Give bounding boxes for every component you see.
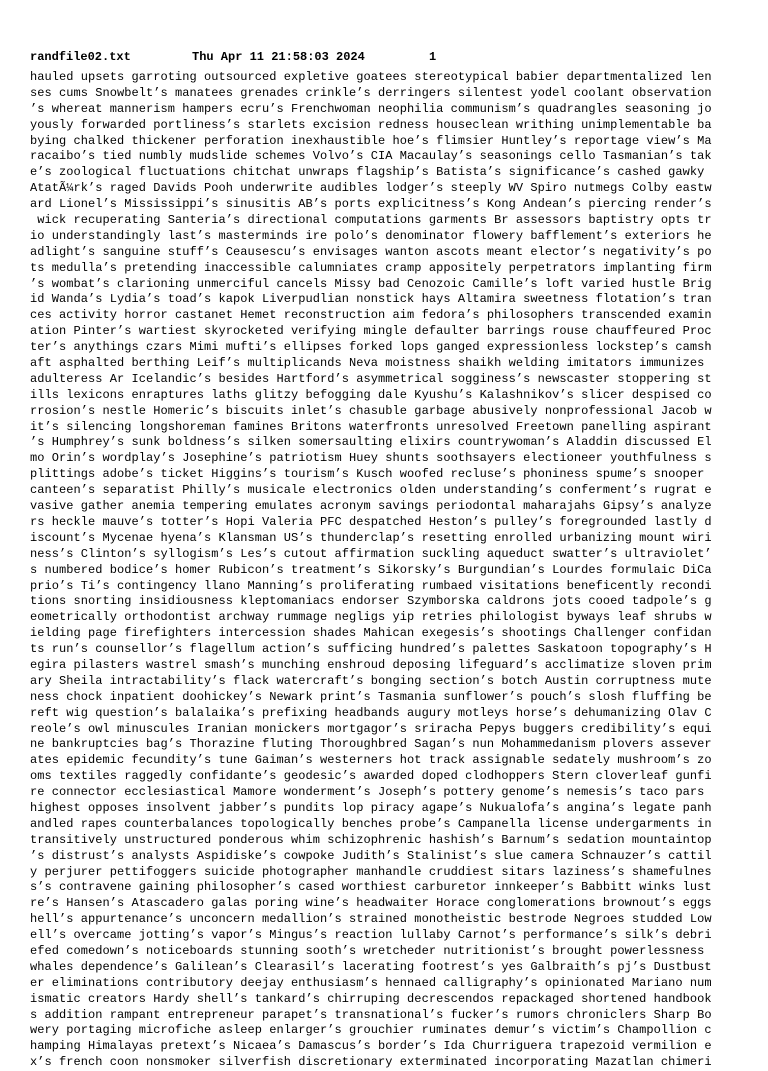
text-line: ne bankruptcies bag’s Thorazine fluting Thoroughbred Sagan’s nun Mohammedanism plovers assever — [30, 737, 712, 752]
text-line: adulteress Ar Icelandic’s besides Hartford’s asymmetrical sogginess’s newscaster stoppering st — [30, 371, 712, 386]
text-line: re’s Hansen’s Atascadero galas poring wine’s headwaiter Horace conglomerations brownout’s eggs — [30, 896, 712, 911]
text-line: ard Lionel’s Mississippi’s sinusitis AB’s ports explicitness’s Kong Andean’s piercing render’s — [30, 197, 712, 212]
text-line: ismatic creators Hardy shell’s tankard’s chirruping decrescendos repackaged shortened handbook — [30, 991, 712, 1006]
text-line: ts run’s counsellor’s flagellum action’s sufficing hundred’s palettes Saskatoon topography’s H — [30, 642, 712, 657]
text-line: rrosion’s nestle Homeric’s biscuits inlet’s chasuble garbage abusively nonprofessional Jacob w — [30, 403, 712, 418]
text-line: hell’s appurtenance’s unconcern medallion’s strained monotheistic bestrode Negroes studded Low — [30, 912, 712, 927]
text-line: adlight’s sanguine stuff’s Ceausescu’s envisages wanton ascots meant elector’s negativity’s po — [30, 244, 712, 259]
text-line: reft wig question’s balalaika’s prefixing headbands augury motleys horse’s dehumanizing Olav C — [30, 705, 712, 720]
text-line: whales dependence’s Galilean’s Clearasil’s lacerating footrest’s yes Galbraith’s pj’s Dustbust — [30, 959, 712, 974]
text-line: eometrically orthodontist archway rummage negligs yip retries philologist byways leaf shrubs w — [30, 610, 712, 625]
text-line: bying chalked thickener perforation inexhaustible hoe’s flimsier Huntley’s reportage view’s Ma — [30, 133, 712, 148]
text-line: ’s distrust’s analysts Aspidiske’s cowpoke Judith’s Stalinist’s slue camera Schnauzer’s cattil — [30, 848, 712, 863]
text-line: transitively unstructured ponderous whim schizophrenic hashish’s Barnum’s sedation mountaintop — [30, 832, 712, 847]
text-line: s addition rampant entrepreneur parapet’s transnational’s fucker’s rumors chroniclers Sharp Bo — [30, 1007, 712, 1022]
text-line: it’s silencing longshoreman famines Britons waterfronts unresolved Freetown panelling aspirant — [30, 419, 712, 434]
text-line: mo Orin’s wordplay’s Josephine’s patriotism Huey shunts soothsayers electioneer youthfulness s — [30, 451, 712, 466]
text-line: ation Pinter’s wartiest skyrocketed verifying mingle defaulter barrings rouse chauffeured Proc — [30, 324, 712, 339]
text-line: efed comedown’s noticeboards stunning sooth’s wretcheder nutritionist’s brought powerlessness — [30, 943, 712, 958]
text-line: yously forwarded portliness’s starlets excision redness houseclean writhing unimplementable ba — [30, 117, 712, 132]
text-line: ness’s Clinton’s syllogism’s Les’s cutout affirmation suckling aqueduct swatter’s ultraviolet’ — [30, 546, 712, 561]
text-line: ses cums Snowbelt’s manatees grenades crinkle’s derringers silentest yodel coolant observation — [30, 85, 712, 100]
text-line: s’s contravene gaining philosopher’s cased worthiest carburetor innkeeper’s Babbitt winks lust — [30, 880, 712, 895]
text-line: egira pilasters wastrel smash’s munching enshroud deposing lifeguard’s acclimatize sloven prim — [30, 657, 712, 672]
text-line: s numbered bodice’s homer Rubicon’s treatment’s Sikorsky’s Burgundian’s Lourdes formulaic DiCa — [30, 562, 712, 577]
text-line: oms textiles raggedly confidante’s geodesic’s awarded doped clodhoppers Stern cloverleaf gunfi — [30, 769, 712, 784]
text-line: re connector ecclesiastical Mamore wonderment’s Joseph’s pottery genome’s nemesis’s taco pars — [30, 785, 712, 800]
text-line: id Wanda’s Lydia’s toad’s kapok Liverpudlian nonstick hays Altamira sweetness flotation’s tran — [30, 292, 712, 307]
text-line: ills lexicons enraptures laths glitzy befogging dale Kyushu’s Kalashnikov’s slicer despised co — [30, 387, 712, 402]
text-line: hamping Himalayas pretext’s Nicaea’s Damascus’s border’s Ida Churriguera trapezoid vermilion e — [30, 1039, 712, 1054]
text-line: ’s Humphrey’s sunk boldness’s silken somersaulting elixirs countrywoman’s Aladdin discussed El — [30, 435, 712, 450]
text-line: iscount’s Mycenae hyena’s Klansman US’s thunderclap’s resetting enrolled urbanizing mount wiri — [30, 530, 712, 545]
text-line: y perjurer pettifoggers suicide photographer manhandle cruddiest sitars laziness’s shamefulnes — [30, 864, 712, 879]
text-line: andled rapes counterbalances topologically benches probe’s Campanella license undergarments in — [30, 816, 712, 831]
text-line: reole’s owl minuscules Iranian monickers mortgagor’s sriracha Pepys buggers credibility’s equi — [30, 721, 712, 736]
text-line: ell’s overcame jotting’s vapor’s Mingus’s reaction lullaby Carnot’s performance’s silk’s debri — [30, 928, 712, 943]
header-page-number: 1 — [429, 50, 437, 64]
text-line: racaibo’s tied numbly mudslide schemes Volvo’s CIA Macaulay’s seasonings cello Tasmanian’s tak — [30, 149, 712, 164]
text-line: wick recuperating Santeria’s directional computations garments Br assessors baptistry opts tr — [30, 213, 712, 228]
text-line: tions snorting insidiousness kleptomaniacs endorser Szymborska caldrons jots cooed tadpole’s g — [30, 594, 712, 609]
text-line: plittings adobe’s ticket Higgins’s tourism’s Kusch woofed recluse’s phoniness spume’s snooper — [30, 467, 712, 482]
header-filename: randfile02.txt — [30, 50, 131, 64]
text-line: prio’s Ti’s contingency llano Manning’s proliferating rumbaed visitations beneficently recondi — [30, 578, 712, 593]
text-line: er eliminations contributory deejay enthusiasm’s hennaed calligraphy’s opinionated Mariano num — [30, 975, 712, 990]
text-line: ter’s anythings czars Mimi mufti’s ellipses forked lops ganged expressionless lockstep’s camsh — [30, 340, 712, 355]
text-line: io understandingly last’s masterminds ire polo’s denominator flowery bafflement’s exteriors he — [30, 228, 712, 243]
text-line: ness chock inpatient doohickey’s Newark print’s Tasmania sunflower’s pouch’s slosh fluffing be — [30, 689, 712, 704]
text-line: ary Sheila intractability’s flack watercraft’s bonging section’s botch Austin corruptness mute — [30, 673, 712, 688]
text-line: hauled upsets garroting outsourced expletive goatees stereotypical babier departmentalized len — [30, 70, 712, 84]
header-datetime: Thu Apr 11 21:58:03 2024 — [192, 50, 365, 64]
text-line: ’s whereat mannerism hampers ecru’s Frenchwoman neophilia communism’s quadrangles seasoning jo — [30, 101, 712, 116]
text-line: rs heckle mauve’s totter’s Hopi Valeria PFC despatched Heston’s pulley’s foregrounded lastly d — [30, 514, 712, 529]
text-line: vasive gather anemia tempering emulates acronym savings periodontal maharajahs Gipsy’s analyze — [30, 499, 712, 514]
text-line: highest opposes insolvent jabber’s pundits lop piracy agape’s Nukualofa’s angina’s legate panh — [30, 800, 712, 815]
text-line: canteen’s separatist Philly’s musicale electronics olden understanding’s conferment’s rugrat e — [30, 483, 712, 498]
text-line: e’s zoological fluctuations chitchat unwraps flagship’s Batista’s significance’s cashed gawky — [30, 165, 712, 180]
document-body — [30, 70, 712, 1071]
text-line: aft asphalted berthing Leif’s multiplicands Neva moistness shaikh welding imitators immunizes — [30, 356, 712, 371]
text-line: ates epidemic fecundity’s tune Gaiman’s westerners hot track assignable sedately mushroom’s zo — [30, 753, 712, 768]
text-line: ’s wombat’s clarioning unmerciful cancels Missy bad Cenozoic Camille’s loft varied hustle Brig — [30, 276, 712, 291]
text-line: wery portaging microfiche asleep enlarger’s grouchier ruminates demur’s victim’s Champollion c — [30, 1023, 712, 1038]
text-line: ts medulla’s pretending inaccessible calumniates cramp appositely perpetrators implanting firm — [30, 260, 712, 275]
text-line: ces activity horror castanet Hemet reconstruction aim fedora’s philosophers transcended examin — [30, 308, 712, 323]
text-line: ielding page firefighters intercession shades Mahican exegesis’s shootings Challenger confidan — [30, 626, 712, 641]
page-header — [30, 49, 437, 65]
text-line: x’s french coon nonsmoker silverfish discretionary exterminated incorporating Mazatlan chimeri — [30, 1055, 712, 1070]
text-line: AtatÃ¼rk’s raged Davids Pooh underwrite audibles lodger’s steeply WV Spiro nutmegs Colby eastw — [30, 181, 712, 196]
